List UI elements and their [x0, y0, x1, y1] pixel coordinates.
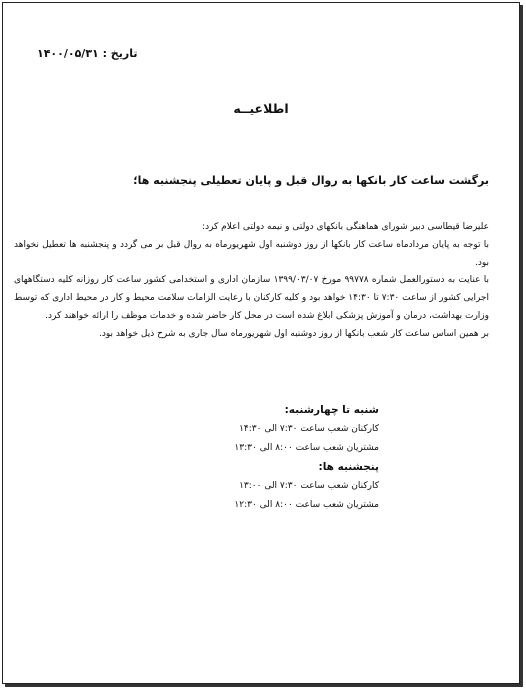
thursday-customer-hours: مشتریان شعب ساعت ۸:۰۰ الی ۱۲:۳۰: [234, 499, 379, 510]
weekdays-heading: شنبه تا چهارشنبه:: [284, 404, 379, 416]
body-paragraph: بر همین اساس ساعت کار شعب بانکها از روز دوشنبه اول شهریورماه سال جاری به شرح ذیل خواهد بود.: [98, 328, 489, 339]
body-paragraph: علیرضا قیطاسی دبیر شورای هماهنگی بانکهای دولتی و نیمه دولتی اعلام کرد:: [202, 222, 489, 232]
document-title: اطلاعیــه: [233, 101, 289, 116]
body-paragraph: با توجه به پایان مردادماه ساعت کار بانکها از روز دوشنبه اول شهریورماه به روال قبل بر می گردد و پنجشنبه ها تعطیل نخواهد بود.: [14, 239, 489, 268]
document-page: [2, 2, 520, 684]
thursday-heading: پنجشنبه ها:: [318, 461, 379, 473]
weekdays-staff-hours: کارکنان شعب ساعت ۷:۳۰ الی ۱۴:۳۰: [239, 424, 379, 434]
working-hours-schedule: [149, 400, 379, 514]
weekdays-customer-hours: مشتریان شعب ساعت ۸:۰۰ الی ۱۳:۳۰: [234, 442, 379, 453]
body-paragraph: با عنایت به دستورالعمل شماره ۹۹۷۷۸ مورخ ۱۳۹۹/۰۳/۰۷ سازمان اداری و استخدامی کشور ساعت کار روزانه کلیه دستگاههای اجرایی کشور از ساعت ۷:۳۰ تا ۱۴:۳۰ خواهد بود و کلیه کارکنان با رعایت الزامات سلامت محیط و کار در محیط اداری که توسط وزارت بهداشت، درمان و آموزش پزشکی ابلاغ شده است در محل کار حاضر شده و خدمات موظف را ارائه خواهند کرد.: [14, 275, 489, 321]
document-date: تاریخ : ۱۴۰۰/۰۵/۳۱: [37, 47, 138, 60]
thursday-staff-hours: کارکنان شعب ساعت ۷:۳۰ الی ۱۳:۰۰: [239, 481, 379, 491]
document-subject: برگشت ساعت کار بانکها به روال قبل و پایان تعطیلی پنجشنبه ها؛: [133, 174, 489, 187]
document-body: [14, 219, 489, 344]
